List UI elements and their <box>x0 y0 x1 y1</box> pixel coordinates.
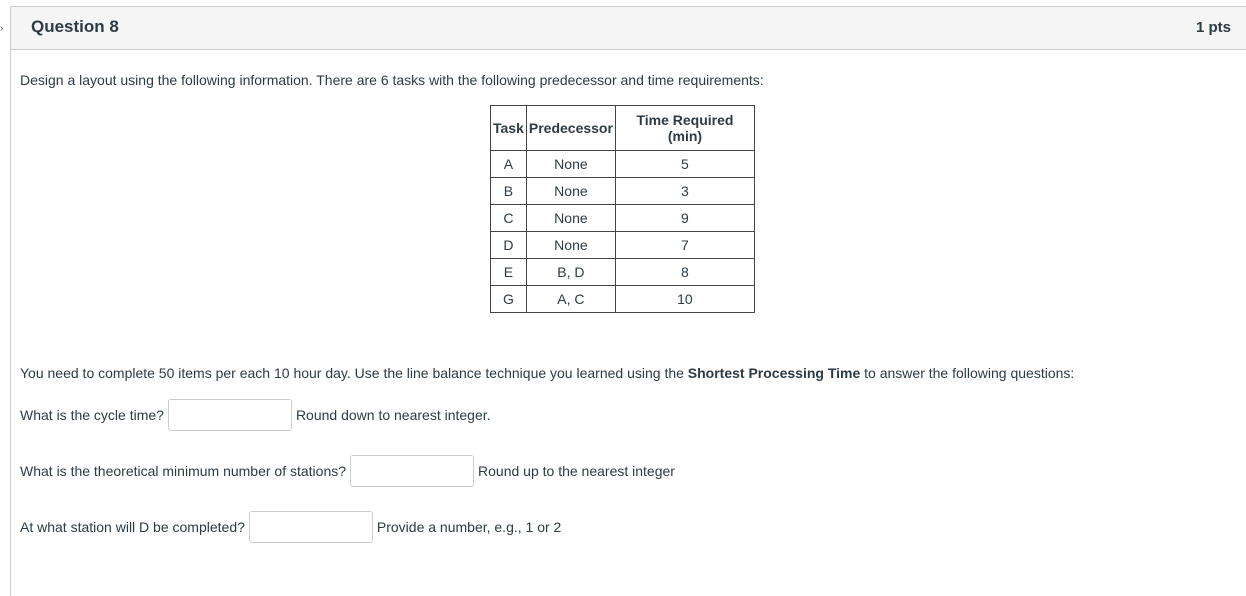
table-row <box>491 259 755 286</box>
cell-predecessor: None <box>526 232 615 259</box>
min-stations-input[interactable] <box>350 455 474 487</box>
station-d-input[interactable] <box>249 511 373 543</box>
table-row <box>491 232 755 259</box>
cell-task: A <box>491 151 527 178</box>
instructions <box>20 365 1074 381</box>
cell-task: G <box>491 286 527 313</box>
cell-predecessor: None <box>526 178 615 205</box>
header-task: Task <box>491 106 527 151</box>
table-row <box>491 178 755 205</box>
instructions-bold-method: Shortest Processing Time <box>687 365 861 381</box>
question-points: 1 pts <box>1195 19 1231 36</box>
header-predecessor: Predecessor <box>526 106 615 151</box>
cell-predecessor: B, D <box>526 259 615 286</box>
cell-time: 9 <box>615 205 754 232</box>
cell-predecessor: None <box>526 151 615 178</box>
station-d-hint: Provide a number, e.g., 1 or 2 <box>376 519 562 535</box>
cell-task: B <box>491 178 527 205</box>
cycle-time-hint: Round down to nearest integer. <box>295 407 491 423</box>
question-header <box>11 7 1246 50</box>
min-stations-hint: Round up to the nearest integer <box>478 463 675 479</box>
cycle-time-label: What is the cycle time? <box>20 407 164 423</box>
question-title: Question 8 <box>31 17 119 36</box>
cell-time: 3 <box>615 178 754 205</box>
table-row <box>491 205 755 232</box>
table-row <box>491 151 755 178</box>
collapse-marker-icon: › <box>0 23 4 34</box>
cell-task: E <box>491 259 527 286</box>
question-prompt: Design a layout using the following information. There are 6 tasks with the following predecessor and time requirements: <box>20 72 764 88</box>
cell-task: C <box>491 205 527 232</box>
question-row-min-stations <box>20 453 675 489</box>
cell-predecessor: None <box>526 205 615 232</box>
question-row-cycle-time <box>20 397 491 433</box>
station-d-label: At what station will D be completed? <box>20 519 245 535</box>
min-stations-label: What is the theoretical minimum number of stations? <box>20 463 347 479</box>
cycle-time-input[interactable] <box>168 399 292 431</box>
cell-time: 10 <box>615 286 754 313</box>
table-header-row <box>491 106 755 151</box>
header-time-required: Time Required (min) <box>615 106 754 151</box>
cell-task: D <box>491 232 527 259</box>
instructions-text-after: to answer the following questions: <box>860 365 1075 381</box>
question-row-station-d <box>20 509 561 545</box>
cell-time: 5 <box>615 151 754 178</box>
cell-time: 7 <box>615 232 754 259</box>
cell-predecessor: A, C <box>526 286 615 313</box>
table-row <box>491 286 755 313</box>
cell-time: 8 <box>615 259 754 286</box>
instructions-text-before: You need to complete 50 items per each 10 hour day. Use the line balance technique you learned using the <box>20 365 688 381</box>
task-table <box>490 105 755 313</box>
